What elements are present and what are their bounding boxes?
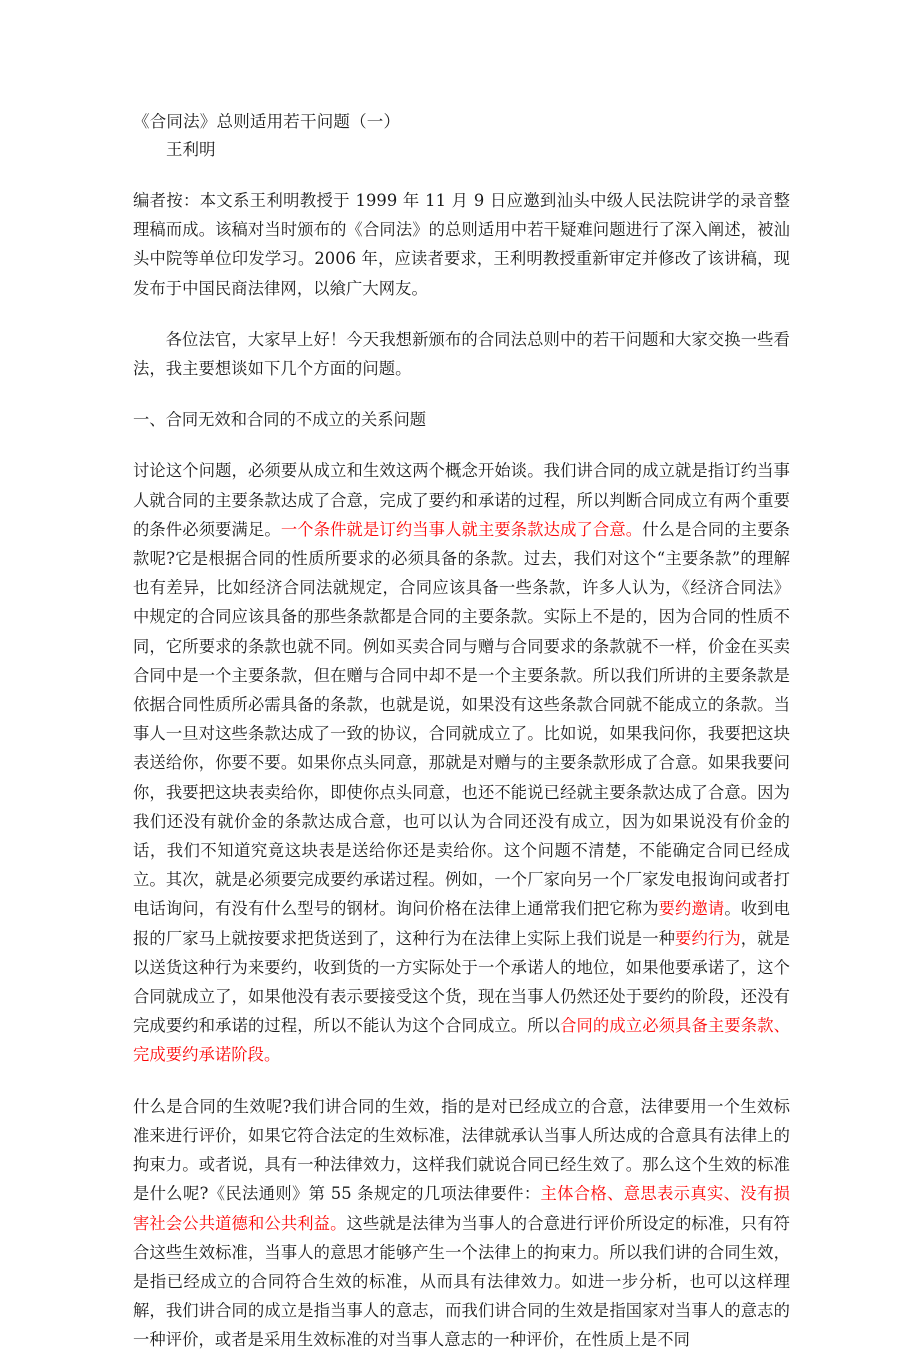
paragraph-1-text-part-3: 。收到电报的厂家马上就按要求把货送到了，这种行为在法律上实际上我们说是一种 xyxy=(133,899,790,948)
document-author: 王利明 xyxy=(166,140,216,159)
body-paragraph-1 xyxy=(133,456,790,1069)
spacer xyxy=(133,434,790,456)
spacer xyxy=(133,383,790,405)
body-paragraph-2 xyxy=(133,1092,790,1355)
paragraph-2-highlight-1: 主体合格、意思表示真实、没有损害社会公共道德和公共利益。 xyxy=(133,1184,790,1233)
paragraph-2-text-part-2: 这些就是法律为当事人的合意进行评价所设定的标准，只有符合这些生效标准，当事人的意思才能够产生一个法律上的拘束力。所以我们讲的合同生效，是指已经成立的合同符合生效的标准，从而具有法律效力。如进一步分析，也可以这样理解，我们讲合同的成立是指当事人的意志，而我们讲合同的生效是指国家对当事人的意志的一种评价，或者是采用生效标准的对当事人意志的一种评价，在性质上是不同 xyxy=(133,1213,790,1350)
paragraph-1-highlight-4: 合同的成立必须具备主要条款、完成要约承诺阶段。 xyxy=(133,1016,790,1065)
spacer xyxy=(133,303,790,325)
paragraph-1-text-part-4: ，就是以送货这种行为来要约，收到货的一方实际处于一个承诺人的地位，如果他要承诺了，这个合同就成立了，如果他没有表示要接受这个货，现在当事人仍然还处于要约的阶段，还没有完成要约和承诺的过程，所以不能认为这个合同成立。所以 xyxy=(133,928,790,1036)
editor-note-paragraph: 编者按：本文系王利明教授于 1999 年 11 月 9 日应邀到汕头中级人民法院讲学的录音整理稿而成。该稿对当时颁布的《合同法》的总则适用中若干疑难问题进行了深入阐述，被汕头中院等单位印发学习。2006 年，应读者要求，王利明教授重新审定并修改了该讲稿，现发布于中国民商法律网，以飨广大网友。 xyxy=(133,191,790,298)
document-header xyxy=(133,108,790,164)
paragraph-1-highlight-3: 要约行为 xyxy=(675,928,741,948)
paragraph-2-text-part-1: 什么是合同的生效呢?我们讲合同的生效，指的是对已经成立的合意，法律要用一个生效标准来进行评价，如果它符合法定的生效标准，法律就承认当事人所达成的合意具有法律上的拘束力。或者说，具有一种法律效力，这样我们就说合同已经生效了。那么这个生效的标准是什么呢?《民法通则》第 55 条规定的几项法律要件： xyxy=(133,1096,790,1204)
page-title: 《合同法》总则适用若干问题（一） xyxy=(133,112,401,131)
paragraph-1-text-part-2: 什么是合同的主要条款呢?它是根据合同的性质所要求的必须具备的条款。过去，我们对这个“主要条款”的理解也有差异，比如经济合同法就规定，合同应该具备一些条款，许多人认为，《经济合同法》中规定的合同应该具备的那些条款都是合同的主要条款。实际上不是的，因为合同的性质不同，它所要求的条款也就不同。例如买卖合同与赠与合同要求的条款就不一样，价金在买卖合同中是一个主要条款，但在赠与合同中却不是一个主要条款。所以我们所讲的主要条款是依据合同性质所必需具备的条款，也就是说，如果没有这些条款合同就不能成立的条款。当事人一旦对这些条款达成了一致的协议，合同就成立了。比如说，如果我问你，我要把这块表送给你，你要不要。如果你点头同意，那就是对赠与的主要条款形成了合意。如果我要问你，我要把这块表卖给你，即使你点头同意，也还不能说已经就主要条款达成了合意。因为我们还没有就价金的条款达成合意，也可以认为合同还没有成立，因为如果说没有价金的话，我们不知道究竟这块表是送给你还是卖给你。这个问题不清楚，不能确定合同已经成立。其次，就是必须要完成要约承诺过程。例如，一个厂家向另一个厂家发电报询问或者打电话询问，有没有什么型号的钢材。询问价格在法律上通常我们把它称为 xyxy=(133,519,791,919)
spacer xyxy=(133,164,790,186)
spacer xyxy=(133,1070,790,1092)
paragraph-1-highlight-2: 要约邀请 xyxy=(658,899,725,919)
section-heading-1: 一、合同无效和合同的不成立的关系问题 xyxy=(133,410,427,430)
paragraph-1-highlight-1: 一个条件就是订约当事人就主要条款达成了合意。 xyxy=(280,519,643,539)
paragraph-1-text-part-1: 讨论这个问题，必须要从成立和生效这两个概念开始谈。我们讲合同的成立就是指订约当事人就合同的主要条款达成了合意，完成了要约和承诺的过程，所以判断合同成立有两个重要的条件必须要满足。 xyxy=(133,461,790,539)
greeting-paragraph: 各位法官，大家早上好！今天我想新颁布的合同法总则中的若干问题和大家交换一些看法，我主要想谈如下几个方面的问题。 xyxy=(133,329,790,379)
